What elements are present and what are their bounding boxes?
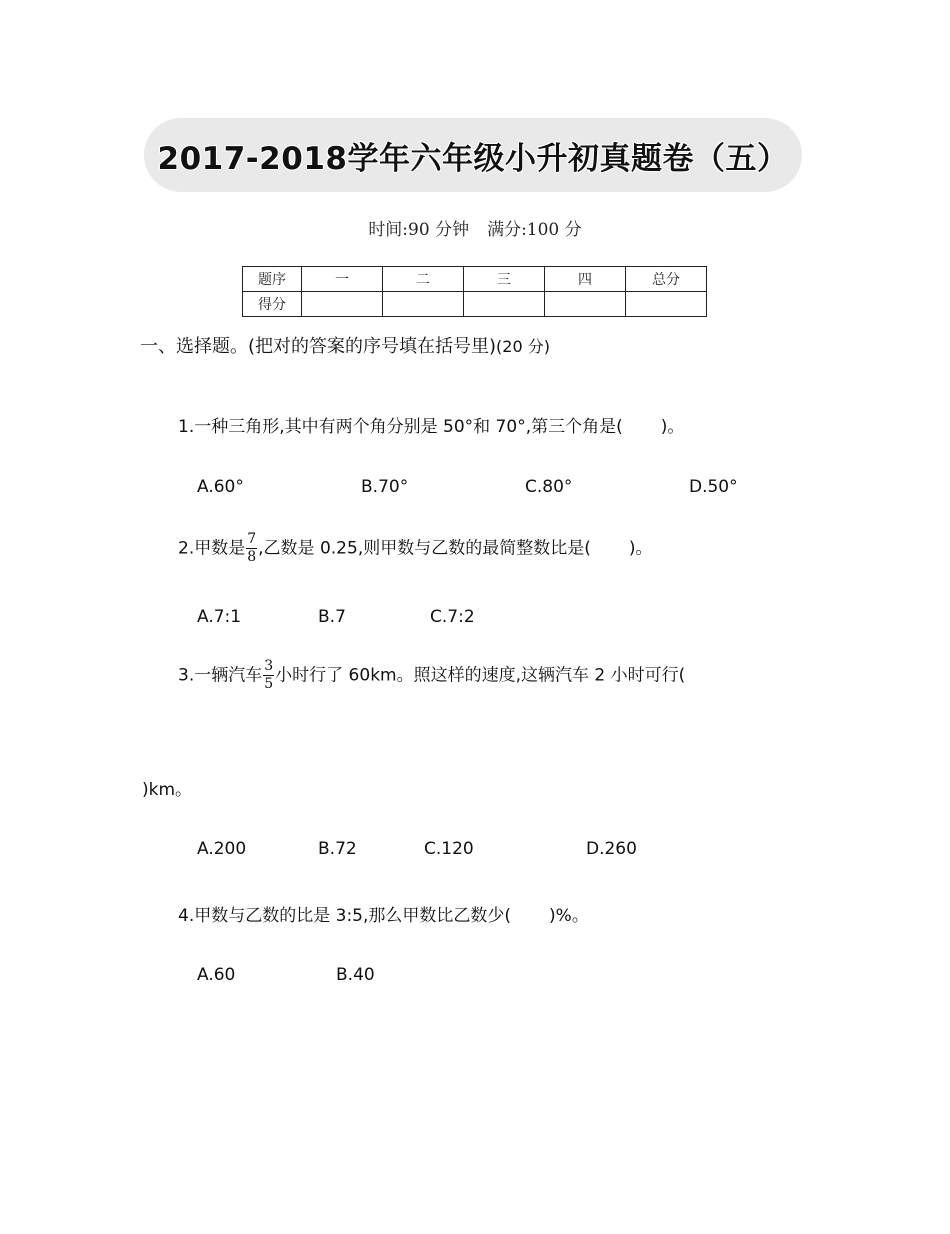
- question-1: [178, 412, 684, 437]
- score-input-cell[interactable]: [383, 292, 464, 317]
- option-a: A.60°: [197, 477, 244, 497]
- option-a: A.200: [197, 839, 247, 859]
- score-header-cell: 二: [383, 267, 464, 292]
- score-input-cell[interactable]: [545, 292, 626, 317]
- fraction-denominator: 5: [264, 676, 274, 692]
- question-4-suffix: )%。: [549, 906, 589, 926]
- score-table-score-row: [243, 292, 707, 317]
- question-3-continuation: )km。: [142, 780, 193, 800]
- title-banner: [144, 118, 802, 192]
- option-b: B.40: [336, 965, 375, 985]
- score-input-cell[interactable]: [302, 292, 383, 317]
- question-2-suffix: )。: [628, 538, 653, 559]
- option-b: B.7: [318, 607, 346, 627]
- option-d: D.50°: [689, 477, 738, 497]
- question-1-suffix: )。: [660, 417, 685, 437]
- section-heading-text: 一、选择题。(把对的答案的序号填在括号里): [140, 336, 497, 357]
- option-c: C.7:2: [430, 607, 475, 627]
- exam-full-score: 满分:100 分: [487, 220, 582, 240]
- score-row-label: 得分: [243, 292, 302, 317]
- question-2-middle: ,乙数是 0.25,则甲数与乙数的最简整数比是(: [258, 538, 591, 559]
- question-3-text: 3.一辆汽车: [178, 665, 263, 686]
- score-header-cell: 三: [464, 267, 545, 292]
- fraction-denominator: 8: [247, 549, 257, 565]
- section-heading: [140, 332, 550, 358]
- option-d: D.260: [586, 839, 637, 859]
- option-a: A.7:1: [197, 607, 242, 627]
- question-2: [178, 531, 653, 566]
- fraction-numerator: 7: [247, 531, 257, 547]
- section-points: (20 分): [496, 337, 550, 356]
- option-b: B.72: [318, 839, 357, 859]
- option-b: B.70°: [361, 477, 409, 497]
- option-c: C.120: [424, 839, 474, 859]
- score-header-cell: 题序: [243, 267, 302, 292]
- fraction-numerator: 3: [264, 658, 274, 674]
- score-input-cell[interactable]: [626, 292, 707, 317]
- score-header-cell: 四: [545, 267, 626, 292]
- option-c: C.80°: [525, 477, 573, 497]
- exam-meta: [0, 215, 950, 240]
- fraction: [263, 658, 274, 693]
- score-header-cell: 总分: [626, 267, 707, 292]
- score-input-cell[interactable]: [464, 292, 545, 317]
- question-2-text: 2.甲数是: [178, 538, 246, 559]
- question-3: [178, 658, 685, 693]
- page-title: 2017-2018学年六年级小升初真题卷（五）: [157, 140, 789, 177]
- score-table-header-row: [243, 267, 707, 292]
- question-4: [178, 901, 589, 926]
- option-a: A.60: [197, 965, 236, 985]
- score-table: [242, 266, 707, 317]
- exam-time: 时间:90 分钟: [368, 220, 470, 240]
- question-3-middle: 小时行了 60km。照这样的速度,这辆汽车 2 小时可行(: [275, 665, 686, 686]
- question-1-text: 1.一种三角形,其中有两个角分别是 50°和 70°,第三个角是(: [178, 417, 623, 437]
- question-4-text: 4.甲数与乙数的比是 3:5,那么甲数比乙数少(: [178, 906, 512, 926]
- fraction: [246, 531, 257, 566]
- score-header-cell: 一: [302, 267, 383, 292]
